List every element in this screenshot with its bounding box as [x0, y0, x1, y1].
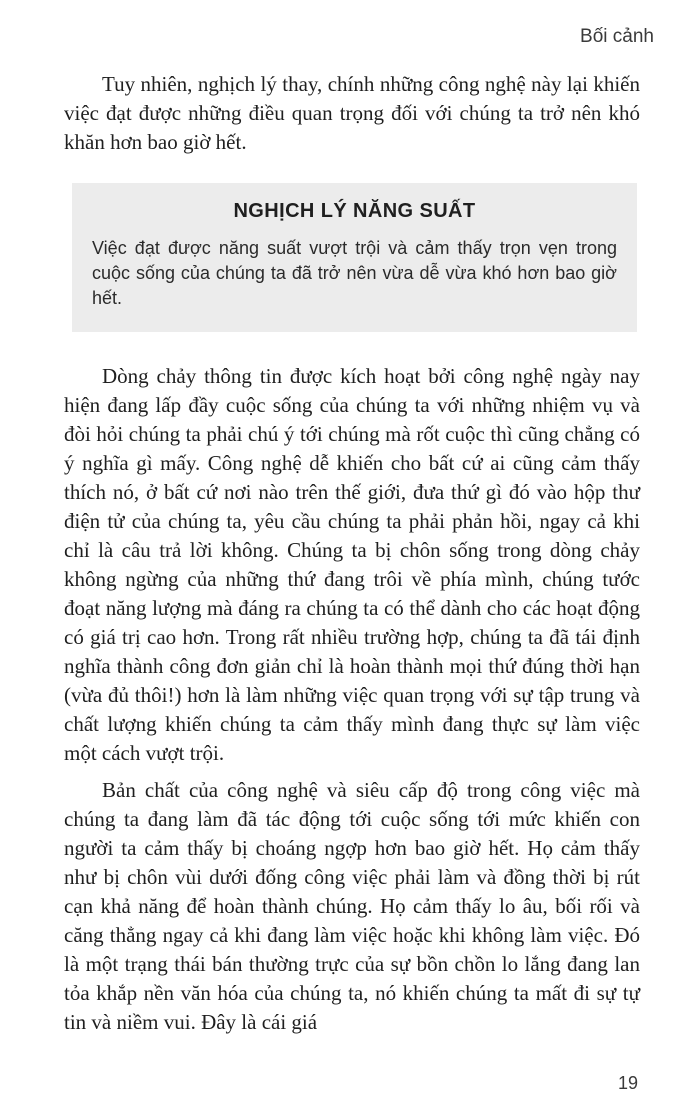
- callout-box: [72, 183, 637, 332]
- page-header: [64, 26, 654, 48]
- page-number: 19: [617, 1073, 638, 1093]
- callout-title: NGHỊCH LÝ NĂNG SUẤT: [233, 200, 476, 222]
- paragraph-1: Tuy nhiên, nghịch lý thay, chính những công nghệ này lại khiến việc đạt được những điều quan trọng đối với chúng ta trở nên khó khăn hơn bao giờ hết.: [64, 72, 640, 154]
- paragraph-3: Bản chất của công nghệ và siêu cấp độ trong công việc mà chúng ta đang làm đã tác động tới cuộc sống tới mức khiến con người ta cảm thấy bị choáng ngợp hơn bao giờ hết. Họ cảm thấy như bị chôn vùi dưới đống công việc phải làm và đồng thời bị rút cạn khả năng để hoàn thành chúng. Họ cảm thấy lo âu, bối rối và căng thẳng ngay cả khi đang làm việc hoặc khi không làm việc. Đó là một trạng thái bán thường trực của sự bồn chồn lo lắng đang lan tỏa khắp nền văn hóa của chúng ta, nó khiến chúng ta mất đi sự tự tin và niềm vui. Đây là cái giá: [64, 778, 640, 1034]
- paragraph-2: Dòng chảy thông tin được kích hoạt bởi công nghệ ngày nay hiện đang lấp đầy cuộc sống của chúng ta với những nhiệm vụ và đòi hỏi chúng ta phải chú ý tới chúng mà rốt cuộc thì cũng chẳng có ý nghĩa gì mấy. Công nghệ dễ khiến cho bất cứ ai cũng cảm thấy thích nó, ở bất cứ nơi nào trên thế giới, đưa thứ gì đó vào hộp thư điện tử của chúng ta, yêu cầu chúng ta phải phản hồi, ngay cả khi chỉ là câu trả lời không. Chúng ta bị chôn sống trong dòng chảy không ngừng của những thứ đang trôi về phía mình, chúng tước đoạt năng lượng mà đáng ra chúng ta có thể dành cho các hoạt động có giá trị cao hơn. Trong rất nhiều trường hợp, chúng ta đã tái định nghĩa thành công đơn giản chỉ là hoàn thành mọi thứ đúng thời hạn (vừa đủ thôi!) hơn là làm những việc quan trọng với sự tập trung và chất lượng khiến chúng ta cảm thấy mình đang thực sự làm việc một cách vượt trội.: [64, 364, 640, 765]
- page-body: [64, 70, 640, 1037]
- callout-body-text: Việc đạt được năng suất vượt trội và cảm thấy trọn vẹn trong cuộc sống của chúng ta đã trở nên vừa dễ vừa khó hơn bao giờ hết.: [92, 238, 617, 308]
- running-header: Bối cảnh: [580, 26, 654, 47]
